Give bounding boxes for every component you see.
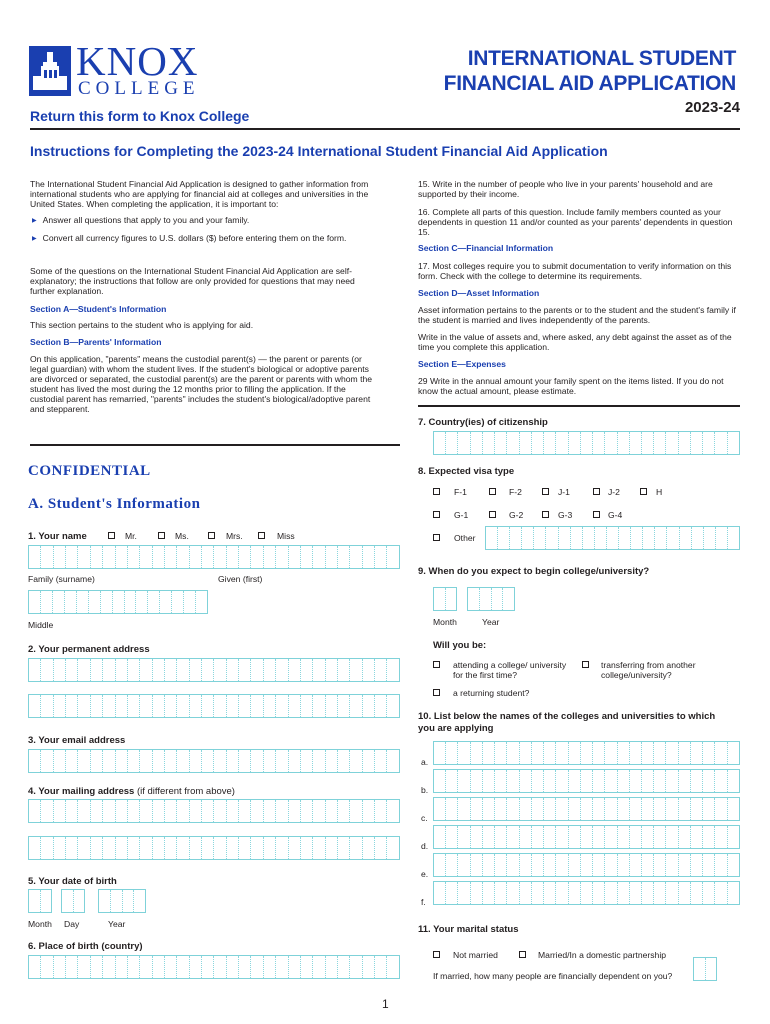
transfer-checkbox[interactable] (582, 661, 589, 668)
q2-label: 2. Your permanent address (28, 644, 150, 655)
college-e-input[interactable] (433, 853, 740, 877)
instruction-item-29: 29 Write in the annual amount your family spent on the items listed. If you do not know the actual amount, please estimate. (418, 376, 724, 396)
form-year: 2023-24 (684, 99, 740, 116)
section-a-title: Section A—Student's Information (30, 304, 167, 314)
page-number: 1 (382, 997, 389, 1011)
q9-label: 9. When do you expect to begin college/university? (418, 566, 650, 577)
visa-g1-label: G-1 (454, 510, 469, 520)
section-a-text: This section pertains to the student who is applying for aid. (30, 320, 254, 330)
college-b-letter: b. (421, 785, 429, 795)
title-mrs-checkbox[interactable] (208, 532, 215, 539)
visa-g4-label: G-4 (608, 510, 623, 520)
logo-wordmark: KNOX (76, 38, 199, 84)
visa-g2-checkbox[interactable] (489, 511, 496, 518)
right-divider (418, 405, 740, 407)
q4-label: 4. Your mailing address (if different from above) (28, 786, 235, 797)
q10-label: 10. List below the names of the colleges and universities to which you are applying (418, 711, 716, 734)
name-family-given-input[interactable] (28, 545, 400, 569)
title-ms-checkbox[interactable] (158, 532, 165, 539)
q6-label: 6. Place of birth (country) (28, 941, 143, 952)
visa-h-checkbox[interactable] (640, 488, 647, 495)
college-b-input[interactable] (433, 769, 740, 793)
section-e-title: Section E—Expenses (418, 359, 506, 369)
college-a-input[interactable] (433, 741, 740, 765)
visa-g3-checkbox[interactable] (542, 511, 549, 518)
instructions-bullet-1: ▶ Answer all questions that apply to you and your family. (32, 215, 249, 225)
visa-h-label: H (656, 487, 663, 497)
instruction-item-15: 15. Write in the number of people who live in your parents' household and are supported by their income. (418, 179, 713, 199)
title-ms-label: Ms. (175, 531, 189, 541)
q11-label: 11. Your marital status (418, 924, 519, 935)
dob-year-input[interactable] (98, 889, 146, 913)
visa-other-label: Other (454, 533, 476, 543)
visa-g2-label: G-2 (509, 510, 524, 520)
visa-f1-label: F-1 (454, 487, 467, 497)
start-month-input[interactable] (433, 587, 457, 611)
permanent-address-line-1[interactable] (28, 658, 400, 682)
logo-subtitle: COLLEGE (78, 78, 200, 99)
section-c-title: Section C—Financial Information (418, 243, 554, 253)
visa-j1-checkbox[interactable] (542, 488, 549, 495)
dependents-question: If married, how many people are financially dependent on you? (433, 971, 673, 981)
college-d-input[interactable] (433, 825, 740, 849)
returning-checkbox[interactable] (433, 689, 440, 696)
dob-month-input[interactable] (28, 889, 52, 913)
visa-g3-label: G-3 (558, 510, 573, 520)
dependents-count-input[interactable] (693, 957, 717, 981)
instruction-item-16: 16. Complete all parts of this question. Include family members counted as your dependents in question 11 and/or counted as your parents' dependents in question 15. (418, 207, 733, 237)
section-d-title: Section D—Asset Information (418, 288, 540, 298)
knox-tower-logo-icon (29, 46, 71, 96)
section-d-text-2: Write in the value of assets and, where asked, any debt against the asset as of the time you complete this application. (418, 332, 732, 352)
start-year-input[interactable] (467, 587, 515, 611)
q8-label: 8. Expected visa type (418, 466, 515, 477)
middle-name-input[interactable] (28, 590, 208, 614)
permanent-address-line-2[interactable] (28, 694, 400, 718)
visa-f2-checkbox[interactable] (489, 488, 496, 495)
family-name-label: Family (surname) (28, 574, 95, 584)
instructions-intro: The International Student Financial Aid Application is designed to gather information from international students who are applying for financial aid at colleges and universities in the United States. When completing the application, it is important to: (30, 179, 369, 209)
visa-other-input[interactable] (485, 526, 740, 550)
college-f-input[interactable] (433, 881, 740, 905)
section-a-heading: A. Student's Information (28, 496, 201, 512)
start-month-label: Month (433, 617, 457, 627)
section-b-title: Section B—Parents' Information (30, 337, 162, 347)
visa-other-checkbox[interactable] (433, 534, 440, 541)
instructions-bullet-2: ▶ Convert all currency figures to U.S. dollars ($) before entering them on the form. (32, 233, 346, 243)
returning-label: a returning student? (453, 688, 530, 698)
college-f-letter: f. (421, 897, 426, 907)
q3-label: 3. Your email address (28, 735, 126, 746)
email-input[interactable] (28, 749, 400, 773)
document-title: INTERNATIONAL STUDENT FINANCIAL AID APPLICATION (443, 47, 736, 95)
start-year-label: Year (482, 617, 500, 627)
title-mr-checkbox[interactable] (108, 532, 115, 539)
first-time-checkbox[interactable] (433, 661, 440, 668)
not-married-label: Not married (453, 950, 498, 960)
instruction-item-17: 17. Most colleges require you to submit documentation to verify information on this form. Check with the college to determine its requirements. (418, 261, 732, 281)
college-c-letter: c. (421, 813, 428, 823)
given-name-label: Given (first) (218, 574, 263, 584)
title-mr-label: Mr. (125, 531, 137, 541)
not-married-checkbox[interactable] (433, 951, 440, 958)
visa-j1-label: J-1 (558, 487, 570, 497)
middle-name-label: Middle (28, 620, 54, 630)
college-c-input[interactable] (433, 797, 740, 821)
title-miss-label: Miss (277, 531, 295, 541)
mailing-address-line-2[interactable] (28, 836, 400, 860)
title-mrs-label: Mrs. (226, 531, 243, 541)
college-a-letter: a. (421, 757, 429, 767)
married-checkbox[interactable] (519, 951, 526, 958)
visa-g4-checkbox[interactable] (593, 511, 600, 518)
dob-year-label: Year (108, 919, 126, 929)
title-miss-checkbox[interactable] (258, 532, 265, 539)
header-divider (30, 128, 740, 130)
return-instruction: Return this form to Knox College (30, 108, 250, 124)
mailing-address-line-1[interactable] (28, 799, 400, 823)
citizenship-input[interactable] (433, 431, 740, 455)
q5-label: 5. Your date of birth (28, 876, 117, 887)
instructions-heading: Instructions for Completing the 2023-24 International Student Financial Aid Application (30, 143, 608, 159)
visa-f1-checkbox[interactable] (433, 488, 440, 495)
q7-label: 7. Country(ies) of citizenship (418, 417, 548, 428)
confidential-label: CONFIDENTIAL (28, 463, 151, 479)
dob-day-input[interactable] (61, 889, 85, 913)
section-b-text: On this application, "parents" means the custodial parent(s) — the parent or parents (or legal guardian) with whom the student lives. If the student's biological or adoptive parents are divorced or separated, the custodial parent(s) are the parent or parents with whom the student has lived the most during the 12 months prior to filling the application. If the custodial parent has remarried, "parents" includes the student's biological/adoptive parent and stepparent. (30, 354, 373, 414)
first-time-label: attending a college/ university for the first time? (453, 660, 567, 680)
birth-country-input[interactable] (28, 955, 400, 979)
college-e-letter: e. (421, 869, 429, 879)
married-label: Married/In a domestic partnership (538, 950, 667, 960)
transfer-label: transferring from another college/university? (601, 660, 696, 680)
visa-j2-checkbox[interactable] (593, 488, 600, 495)
instructions-para-2: Some of the questions on the International Student Financial Aid Application are self-explanatory; the instructions that follow are only provided for questions that may need further explanation. (30, 266, 355, 296)
visa-f2-label: F-2 (509, 487, 522, 497)
visa-g1-checkbox[interactable] (433, 511, 440, 518)
will-you-be-label: Will you be: (433, 640, 487, 651)
section-d-text-1: Asset information pertains to the parents or to the student and the student's family if the student is married and lives independently of the parents. (418, 305, 736, 325)
visa-j2-label: J-2 (608, 487, 620, 497)
college-d-letter: d. (421, 841, 429, 851)
dob-month-label: Month (28, 919, 52, 929)
left-divider (30, 444, 400, 446)
dob-day-label: Day (64, 919, 80, 929)
q1-label: 1. Your name (28, 531, 87, 542)
